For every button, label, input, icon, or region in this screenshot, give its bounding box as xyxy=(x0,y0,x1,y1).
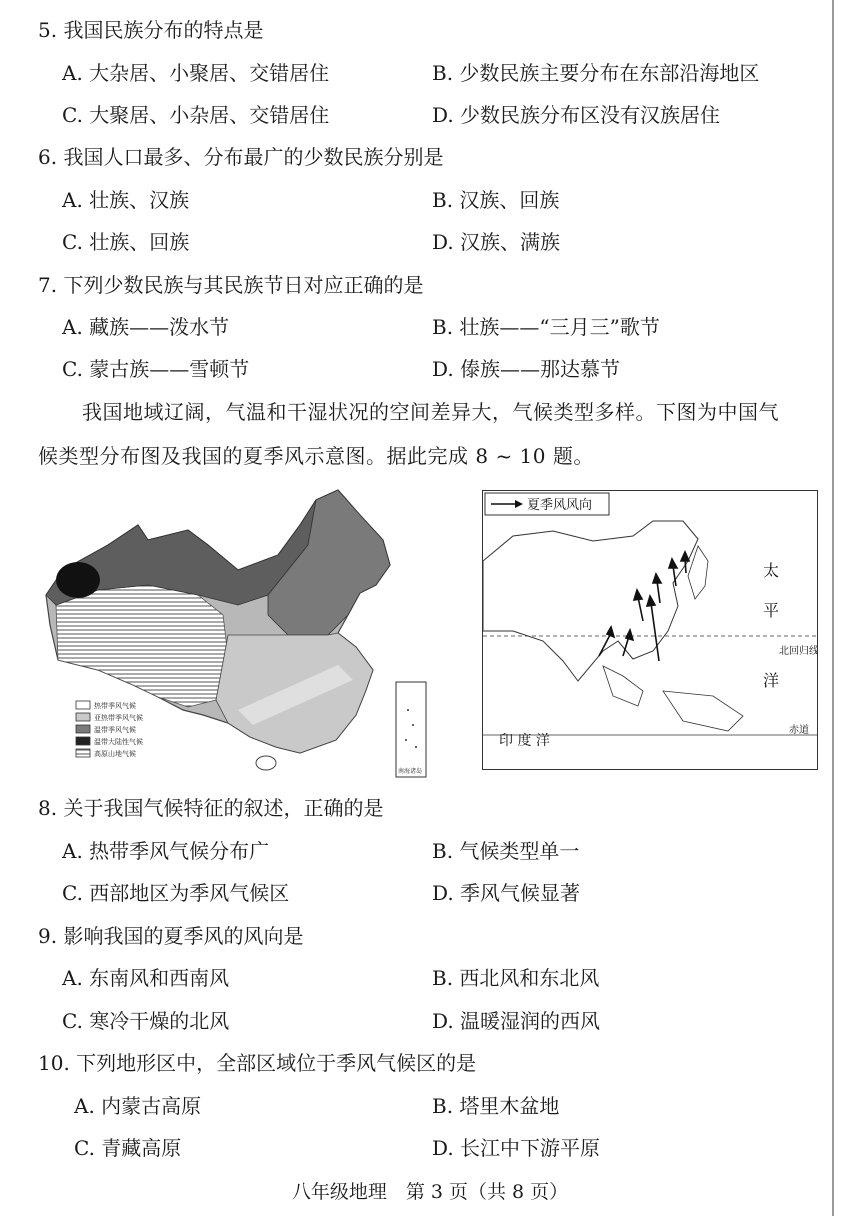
page-edge-rule xyxy=(832,0,834,1216)
page-footer: 八年级地理 第 3 页（共 8 页） xyxy=(291,1181,569,1203)
question-5-option-a: A. 大杂居、小聚居、交错居住 xyxy=(62,61,330,85)
question-10-option-b: B. 塔里木盆地 xyxy=(432,1094,560,1118)
question-7-option-c: C. 蒙古族——雪顿节 xyxy=(62,357,250,381)
question-6-option-b: B. 汉族、回族 xyxy=(432,188,560,212)
question-8-option-c: C. 西部地区为季风气候区 xyxy=(62,881,290,905)
climate-type-map xyxy=(38,485,428,780)
asia-land xyxy=(483,521,698,681)
passage-line-1: 我国地域辽阔，气温和干湿状况的空间差异大，气候类型多样。下图为中国气 xyxy=(82,400,779,424)
question-6-stem: 6. 我国人口最多、分布最广的少数民族分别是 xyxy=(38,145,444,169)
equator-label: 赤道 xyxy=(789,725,809,736)
plateau-mountain-climate-area xyxy=(56,585,228,707)
monsoon-map-graphic xyxy=(483,491,817,769)
question-9-option-c: C. 寒冷干燥的北风 xyxy=(62,1009,230,1033)
indian-ocean-label: 印 度 洋 xyxy=(499,733,550,749)
question-10-option-a: A. 内蒙古高原 xyxy=(74,1094,202,1118)
passage-line-2: 候类型分布图及我国的夏季风示意图。据此完成 8 ~ 10 题。 xyxy=(38,444,594,468)
question-10-stem: 10. 下列地形区中，全部区域位于季风气候区的是 xyxy=(38,1051,477,1075)
question-6-option-c: C. 壮族、回族 xyxy=(62,230,190,254)
indochina xyxy=(603,666,643,706)
question-7-option-a: A. 藏族——泼水节 xyxy=(62,315,230,339)
south-china-sea-inset xyxy=(396,682,426,777)
hainan-island xyxy=(256,756,276,770)
legend-tropical-monsoon: 热带季风气候 xyxy=(94,702,136,710)
legend-temperate-monsoon: 温带季风气候 xyxy=(94,726,136,734)
question-9-option-d: D. 温暖湿润的西风 xyxy=(432,1009,601,1033)
legend-temperate-continental: 温带大陆性气候 xyxy=(94,738,143,746)
question-5-option-c: C. 大聚居、小杂居、交错居住 xyxy=(62,103,330,127)
question-9-option-b: B. 西北风和东北风 xyxy=(432,966,600,990)
question-7-stem: 7. 下列少数民族与其民族节日对应正确的是 xyxy=(38,273,424,297)
legend-summer-monsoon: 夏季风风向 xyxy=(527,498,593,513)
pacific-label-1: 太 xyxy=(763,561,780,580)
dark-zone xyxy=(56,562,100,598)
passage xyxy=(38,390,818,478)
question-7-option-d: D. 傣族——那达慕节 xyxy=(432,357,621,381)
question-7-option-b: B. 壮族——“三月三”歌节 xyxy=(432,315,660,339)
question-9-option-a: A. 东南风和西南风 xyxy=(62,966,230,990)
question-8-option-b: B. 气候类型单一 xyxy=(432,839,580,863)
inset-label: 南海诸岛 xyxy=(398,768,423,775)
tropic-label: 北回归线 xyxy=(779,646,817,657)
question-9-stem: 9. 影响我国的夏季风的风向是 xyxy=(38,924,304,948)
question-8-stem: 8. 关于我国气候特征的叙述，正确的是 xyxy=(38,796,384,820)
question-10-option-d: D. 长江中下游平原 xyxy=(432,1136,601,1160)
legend-plateau-mountain: 高原山地气候 xyxy=(94,750,136,758)
question-5-option-d: D. 少数民族分布区没有汉族居住 xyxy=(432,103,721,127)
question-8-option-a: A. 热带季风气候分布广 xyxy=(62,839,270,863)
question-6-option-a: A. 壮族、汉族 xyxy=(62,188,190,212)
climate-map-graphic xyxy=(38,485,428,780)
monsoon-legend xyxy=(485,493,609,515)
question-10-option-c: C. 青藏高原 xyxy=(74,1136,182,1160)
archipelago xyxy=(663,691,743,731)
question-8-option-d: D. 季风气候显著 xyxy=(432,881,581,905)
question-5-option-b: B. 少数民族主要分布在东部沿海地区 xyxy=(432,61,760,85)
question-6-option-d: D. 汉族、满族 xyxy=(432,230,561,254)
pacific-label-3: 洋 xyxy=(763,671,780,690)
legend-subtropical-monsoon: 亚热带季风气候 xyxy=(94,714,143,722)
pacific-label-2: 平 xyxy=(763,601,780,620)
question-5-stem: 5. 我国民族分布的特点是 xyxy=(38,18,264,42)
summer-monsoon-map xyxy=(482,490,818,770)
climate-legend xyxy=(76,701,143,758)
